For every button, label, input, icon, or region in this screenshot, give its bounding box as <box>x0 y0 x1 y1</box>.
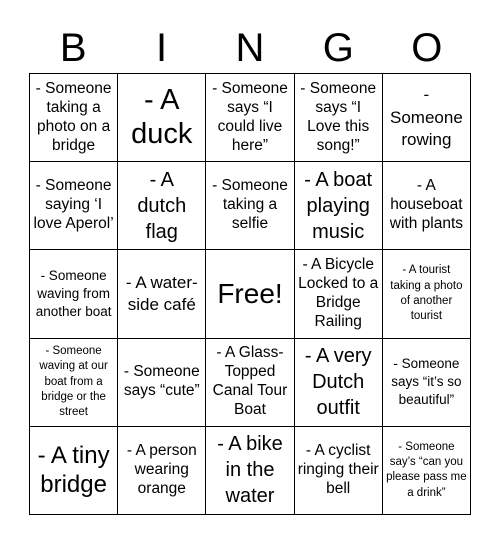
bingo-cell-text: - Someone taking a photo on a bridge <box>35 79 112 154</box>
free-space-label: Free! <box>217 277 283 309</box>
header-letter-o: O <box>411 26 443 70</box>
bingo-cell-r4-c4[interactable] <box>295 339 383 427</box>
bingo-cell-text: - Someone says “I could live here” <box>212 79 288 154</box>
bingo-cell-text: - Someone waving at our boat from a bridge or the street <box>39 344 108 419</box>
bingo-cell-text: - A tiny bridge <box>37 442 110 499</box>
header-letter-i: I <box>156 26 168 70</box>
bingo-grid <box>29 73 471 515</box>
bingo-cell-text: - Someone says “cute” <box>123 363 200 400</box>
bingo-cell-text: - A water-side café <box>125 272 198 314</box>
bingo-cell-text: - A Glass-Topped Canal Tour Boat <box>212 344 288 419</box>
bingo-cell-r3-c5[interactable] <box>383 250 471 338</box>
header-letter-n: N <box>235 26 265 70</box>
header-letter-g: G <box>322 26 354 70</box>
bingo-cell-free[interactable] <box>206 250 294 338</box>
bingo-cell-text: - Someone say’s “can you please pass me a drink” <box>386 440 467 499</box>
bingo-cell-r2-c4[interactable] <box>295 162 383 250</box>
bingo-cell-r1-c2[interactable] <box>118 74 206 162</box>
bingo-cell-r4-c2[interactable] <box>118 339 206 427</box>
header-letter-b: B <box>59 26 87 70</box>
bingo-cell-r4-c1[interactable] <box>30 339 118 427</box>
bingo-cell-text: - Someone saying ‘I love Aperol’ <box>33 177 114 233</box>
bingo-cell-r4-c3[interactable] <box>206 339 294 427</box>
bingo-cell-r1-c3[interactable] <box>206 74 294 162</box>
bingo-cell-text: - Someone waving from another boat <box>35 268 112 319</box>
bingo-cell-text: - A person wearing orange <box>126 442 197 497</box>
bingo-cell-r5-c2[interactable] <box>118 427 206 515</box>
bingo-cell-text: - A houseboat with plants <box>389 177 463 233</box>
bingo-cell-r2-c3[interactable] <box>206 162 294 250</box>
bingo-cell-r2-c5[interactable] <box>383 162 471 250</box>
bingo-cell-r5-c5[interactable] <box>383 427 471 515</box>
bingo-cell-r5-c1[interactable] <box>30 427 118 515</box>
bingo-cell-r5-c3[interactable] <box>206 427 294 515</box>
bingo-cell-text: - A Bicycle Locked to a Bridge Railing <box>298 256 379 330</box>
bingo-cell-text: - A tourist taking a photo of another tourist <box>390 264 463 323</box>
bingo-cell-text: - Someone says “it’s so beautiful” <box>391 356 462 408</box>
bingo-cell-text: - A duck <box>131 83 193 150</box>
bingo-cell-text: - A boat playing music <box>304 168 373 243</box>
bingo-cell-text: - Someone rowing <box>390 85 463 149</box>
bingo-cell-r2-c1[interactable] <box>30 162 118 250</box>
bingo-cell-r1-c4[interactable] <box>295 74 383 162</box>
bingo-cell-text: - A dutch flag <box>137 168 187 243</box>
bingo-cell-text: - A bike in the water <box>217 433 283 508</box>
bingo-cell-r5-c4[interactable] <box>295 427 383 515</box>
bingo-cell-text: - Someone says “I Love this song!” <box>300 79 377 154</box>
bingo-cell-r1-c5[interactable] <box>383 74 471 162</box>
bingo-cell-text: - Someone taking a selfie <box>212 177 288 233</box>
bingo-cell-text: - A cyclist ringing their bell <box>297 442 379 497</box>
bingo-cell-r2-c2[interactable] <box>118 162 206 250</box>
bingo-cell-r3-c4[interactable] <box>295 250 383 338</box>
bingo-cell-r4-c5[interactable] <box>383 339 471 427</box>
bingo-cell-r3-c2[interactable] <box>118 250 206 338</box>
bingo-cell-r3-c1[interactable] <box>30 250 118 338</box>
bingo-header <box>29 22 471 74</box>
bingo-cell-r1-c1[interactable] <box>30 74 118 162</box>
bingo-cell-text: - A very Dutch outfit <box>304 345 372 420</box>
